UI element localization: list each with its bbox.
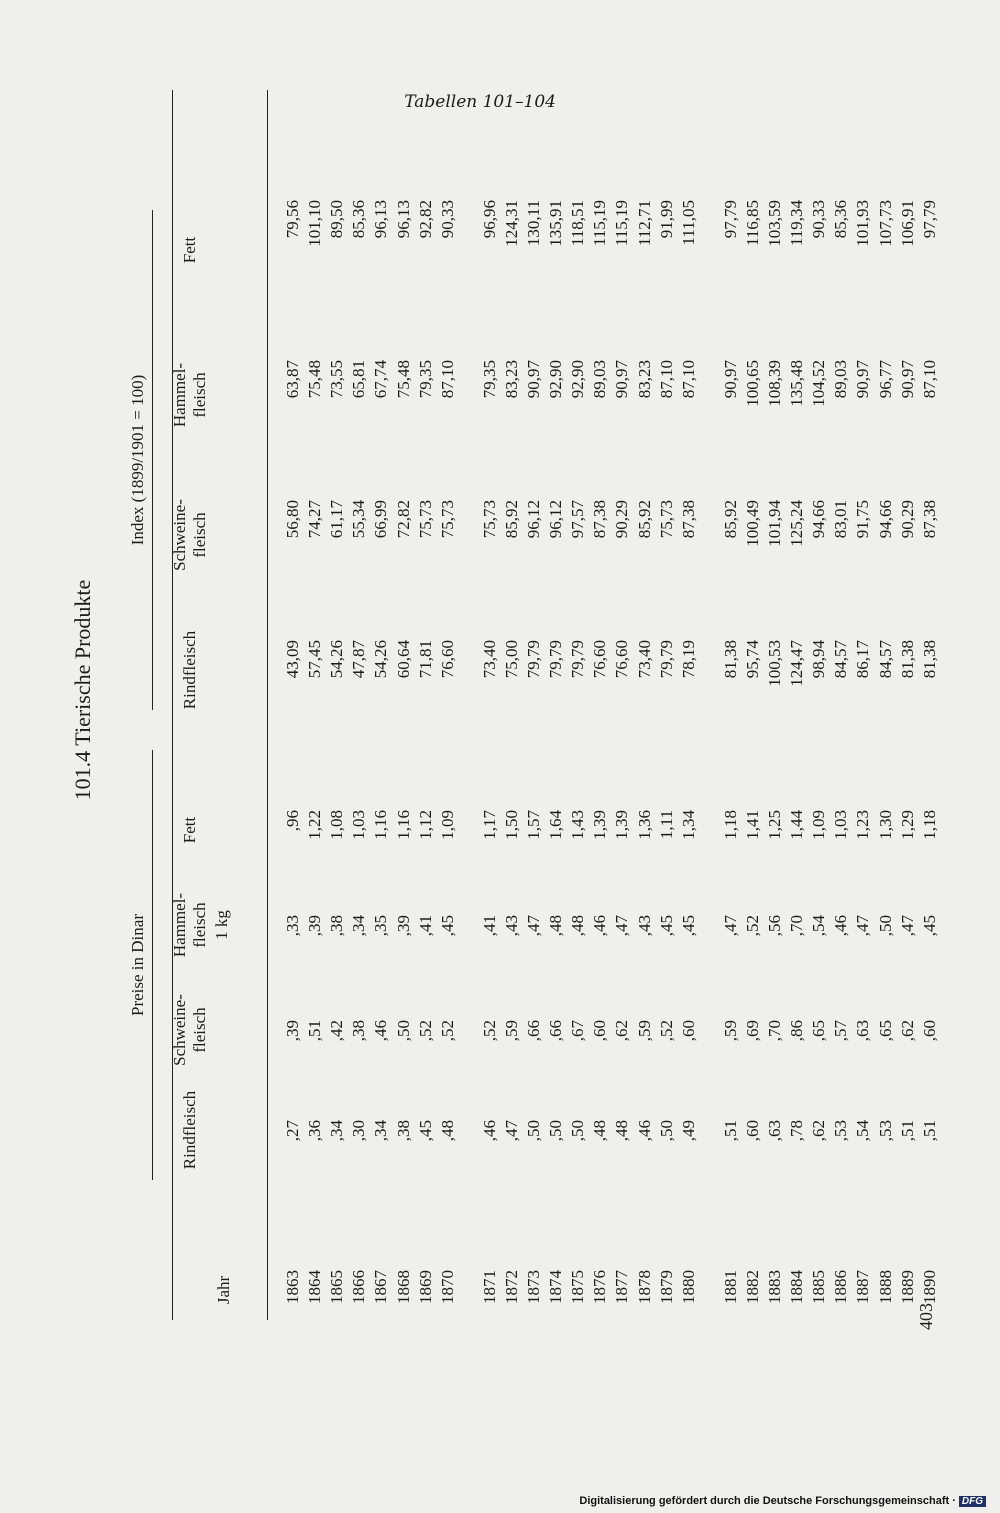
table-cell-jahr: 1888 — [875, 1270, 895, 1304]
table-cell-jahr: 1863 — [283, 1270, 302, 1304]
table-cell-rindfleisch: ,51 — [720, 1120, 740, 1142]
table-cell-hammelfleisch: ,47 — [524, 915, 543, 937]
table-cell-index-hammelfleisch: 104,52 — [809, 360, 829, 407]
table-cell-schweinefleisch: ,67 — [568, 1020, 588, 1042]
table-cell-hammelfleisch: ,39 — [305, 915, 325, 937]
table-cell-index-fett: 85,36 — [831, 200, 851, 239]
table-cell-fett: 1,08 — [327, 810, 347, 840]
table-cell-index-rindfleisch: 95,74 — [742, 640, 762, 679]
table-cell-index-schweinefleisch: 91,75 — [853, 500, 873, 539]
header-rule — [267, 90, 268, 1320]
table-cell-rindfleisch: ,48 — [590, 1120, 610, 1142]
table-cell-index-hammelfleisch: 83,23 — [634, 360, 654, 399]
table-cell-fett: 1,03 — [831, 810, 851, 840]
table-cell-index-schweinefleisch: 83,01 — [831, 500, 851, 539]
table-cell-hammelfleisch: ,45 — [437, 915, 457, 937]
table-cell-fett: 1,44 — [787, 810, 807, 840]
table-cell-index-hammelfleisch: 100,65 — [742, 360, 762, 407]
table-cell-schweinefleisch: ,69 — [742, 1020, 762, 1042]
table-cell-index-schweinefleisch: 85,92 — [720, 500, 740, 539]
table-cell-index-schweinefleisch: 75,73 — [479, 500, 499, 539]
table-cell-fett: 1,25 — [765, 810, 784, 840]
table-cell-schweinefleisch: ,52 — [437, 1020, 457, 1042]
table-cell-index-hammelfleisch: 65,81 — [349, 360, 369, 399]
table-cell-fett: 1,18 — [919, 810, 939, 840]
table-cell-hammelfleisch: ,33 — [283, 915, 302, 937]
table-cell-rindfleisch: ,48 — [612, 1120, 632, 1142]
rotated-table-block — [70, 50, 950, 1330]
table-cell-schweinefleisch: ,38 — [349, 1020, 369, 1042]
table-cell-index-hammelfleisch: 87,10 — [919, 360, 939, 399]
table-cell-jahr: 1882 — [742, 1270, 762, 1304]
table-cell-index-fett: 107,73 — [875, 200, 895, 247]
table-cell-index-rindfleisch: 60,64 — [393, 640, 413, 679]
table-cell-hammelfleisch: ,47 — [720, 915, 740, 937]
table-cell-hammelfleisch: ,46 — [831, 915, 851, 937]
table-cell-schweinefleisch: ,59 — [501, 1020, 521, 1042]
table-cell-fett: 1,64 — [546, 810, 566, 840]
table-cell-fett: 1,34 — [678, 810, 698, 840]
table-cell-index-hammelfleisch: 79,35 — [479, 360, 499, 399]
table-cell-index-fett: 124,31 — [501, 200, 521, 247]
table-title: 101.4 Tierische Produkte — [70, 579, 95, 801]
table-cell-rindfleisch: ,50 — [656, 1120, 676, 1142]
table-cell-index-fett: 97,79 — [919, 200, 939, 239]
table-cell-schweinefleisch: ,63 — [853, 1020, 873, 1042]
table-cell-index-schweinefleisch: 100,49 — [742, 500, 762, 547]
table-cell-fett: 1,29 — [897, 810, 917, 840]
table-cell-jahr: 1871 — [479, 1270, 499, 1304]
table-cell-jahr: 1879 — [656, 1270, 676, 1304]
table-cell-index-hammelfleisch: 63,87 — [283, 360, 302, 399]
table-cell-index-schweinefleisch: 85,92 — [501, 500, 521, 539]
table-cell-index-fett: 97,79 — [720, 200, 740, 239]
table-cell-fett: 1,11 — [656, 810, 676, 840]
dfg-logo: DFG — [959, 1496, 986, 1507]
table-cell-index-fett: 112,71 — [634, 200, 654, 247]
table-cell-index-hammelfleisch: 92,90 — [568, 360, 588, 399]
table-cell-index-hammelfleisch: 87,10 — [656, 360, 676, 399]
table-cell-jahr: 1878 — [634, 1270, 654, 1304]
table-cell-index-fett: 85,36 — [349, 200, 369, 239]
table-cell-jahr: 1877 — [612, 1270, 632, 1304]
table-cell-index-hammelfleisch: 96,77 — [875, 360, 895, 399]
table-cell-jahr: 1870 — [437, 1270, 457, 1304]
table-cell-rindfleisch: ,47 — [501, 1120, 521, 1142]
table-cell-index-rindfleisch: 81,38 — [897, 640, 917, 679]
table-cell-index-hammelfleisch: 135,48 — [787, 360, 807, 407]
table-cell-hammelfleisch: ,47 — [853, 915, 873, 937]
table-cell-rindfleisch: ,50 — [568, 1120, 588, 1142]
table-cell-jahr: 1868 — [393, 1270, 413, 1304]
table-cell-index-fett: 90,33 — [437, 200, 457, 239]
table-cell-index-schweinefleisch: 85,92 — [634, 500, 654, 539]
table-cell-schweinefleisch: ,65 — [809, 1020, 829, 1042]
table-cell-jahr: 1874 — [546, 1270, 566, 1304]
table-cell-index-rindfleisch: 75,00 — [501, 640, 521, 679]
table-cell-index-hammelfleisch: 73,55 — [327, 360, 347, 399]
table-cell-schweinefleisch: ,60 — [919, 1020, 939, 1042]
table-cell-index-fett: 96,13 — [393, 200, 413, 239]
table-cell-index-fett: 135,91 — [546, 200, 566, 247]
table-cell-index-schweinefleisch: 90,29 — [612, 500, 632, 539]
table-cell-jahr: 1872 — [501, 1270, 521, 1304]
table-cell-index-hammelfleisch: 90,97 — [612, 360, 632, 399]
table-cell-fett: 1,16 — [393, 810, 413, 840]
table-cell-index-fett: 96,96 — [479, 200, 499, 239]
table-cell-jahr: 1883 — [765, 1270, 784, 1304]
column-header-rindfleisch: Rindfleisch — [180, 1090, 199, 1170]
table-cell-jahr: 1875 — [568, 1270, 588, 1304]
column-header-hammel-2: fleisch — [190, 902, 209, 948]
table-cell-fett: 1,22 — [305, 810, 325, 840]
table-cell-jahr: 1864 — [305, 1270, 325, 1304]
table-cell-hammelfleisch: ,70 — [787, 915, 807, 937]
table-cell-hammelfleisch: ,47 — [612, 915, 632, 937]
table-cell-jahr: 1876 — [590, 1270, 610, 1304]
table-cell-index-fett: 103,59 — [765, 200, 784, 247]
table-cell-index-fett: 92,82 — [415, 200, 435, 239]
table-cell-hammelfleisch: ,56 — [765, 915, 784, 937]
table-cell-rindfleisch: ,49 — [678, 1120, 698, 1142]
table-cell-rindfleisch: ,63 — [765, 1120, 784, 1142]
table-cell-rindfleisch: ,50 — [546, 1120, 566, 1142]
table-cell-fett: 1,43 — [568, 810, 588, 840]
table-cell-hammelfleisch: ,45 — [656, 915, 676, 937]
table-cell-index-fett: 96,13 — [371, 200, 391, 239]
table-cell-index-schweinefleisch: 94,66 — [809, 500, 829, 539]
table-cell-index-rindfleisch: 78,19 — [678, 640, 698, 679]
table-cell-index-rindfleisch: 84,57 — [875, 640, 895, 679]
table-cell-index-fett: 101,93 — [853, 200, 873, 247]
page-number: 403 — [916, 1303, 936, 1330]
table-cell-jahr: 1867 — [371, 1270, 391, 1304]
table-cell-hammelfleisch: ,39 — [393, 915, 413, 937]
table-cell-jahr: 1889 — [897, 1270, 917, 1304]
table-cell-index-fett: 119,34 — [787, 200, 807, 247]
column-header-index-schwein-2: fleisch — [190, 512, 209, 558]
table-cell-schweinefleisch: ,39 — [283, 1020, 302, 1042]
table-cell-index-rindfleisch: 100,53 — [765, 640, 784, 687]
table-cell-index-rindfleisch: 54,26 — [327, 640, 347, 679]
table-cell-rindfleisch: ,54 — [853, 1120, 873, 1142]
table-cell-index-rindfleisch: 76,60 — [590, 640, 610, 679]
table-cell-hammelfleisch: ,45 — [919, 915, 939, 937]
table-cell-index-hammelfleisch: 90,97 — [853, 360, 873, 399]
table-cell-fett: 1,03 — [349, 810, 369, 840]
column-header-jahr: Jahr — [214, 1275, 233, 1305]
table-cell-index-schweinefleisch: 87,38 — [590, 500, 610, 539]
table-cell-hammelfleisch: ,35 — [371, 915, 391, 937]
table-cell-schweinefleisch: ,62 — [897, 1020, 917, 1042]
column-header-index-hammel-1: Hammel- — [170, 362, 189, 428]
table-cell-schweinefleisch: ,50 — [393, 1020, 413, 1042]
table-cell-hammelfleisch: ,47 — [897, 915, 917, 937]
table-cell-hammelfleisch: ,41 — [415, 915, 435, 937]
running-header: Tabellen 101–104 — [404, 92, 556, 112]
table-cell-fett: 1,23 — [853, 810, 873, 840]
table-cell-hammelfleisch: ,50 — [875, 915, 895, 937]
table-cell-index-rindfleisch: 79,79 — [656, 640, 676, 679]
table-cell-index-fett: 91,99 — [656, 200, 676, 239]
table-cell-index-schweinefleisch: 75,73 — [437, 500, 457, 539]
table-cell-jahr: 1873 — [524, 1270, 543, 1304]
table-cell-index-hammelfleisch: 92,90 — [546, 360, 566, 399]
table-cell-index-schweinefleisch: 97,57 — [568, 500, 588, 539]
table-cell-index-rindfleisch: 84,57 — [831, 640, 851, 679]
table-cell-index-schweinefleisch: 75,73 — [656, 500, 676, 539]
table-cell-index-schweinefleisch: 72,82 — [393, 500, 413, 539]
table-cell-hammelfleisch: ,38 — [327, 915, 347, 937]
table-cell-rindfleisch: ,53 — [875, 1120, 895, 1142]
table-cell-jahr: 1890 — [919, 1270, 939, 1304]
column-header-index-hammel-2: fleisch — [190, 372, 209, 418]
table-cell-index-hammelfleisch: 90,97 — [720, 360, 740, 399]
table-cell-jahr: 1886 — [831, 1270, 851, 1304]
table-cell-hammelfleisch: ,43 — [634, 915, 654, 937]
table-cell-index-schweinefleisch: 55,34 — [349, 500, 369, 539]
table-cell-index-rindfleisch: 47,87 — [349, 640, 369, 679]
table-cell-schweinefleisch: ,70 — [765, 1020, 784, 1042]
column-header-hammel-1: Hammel- — [170, 892, 189, 958]
table-cell-schweinefleisch: ,51 — [305, 1020, 325, 1042]
table-cell-index-fett: 79,56 — [283, 200, 302, 239]
column-header-fett: Fett — [180, 816, 199, 844]
table-cell-schweinefleisch: ,46 — [371, 1020, 391, 1042]
column-header-schwein-1: Schweine- — [170, 994, 189, 1066]
table-cell-index-fett: 130,11 — [524, 200, 543, 247]
table-cell-schweinefleisch: ,52 — [656, 1020, 676, 1042]
table-cell-index-rindfleisch: 124,47 — [787, 640, 807, 687]
table-cell-schweinefleisch: ,59 — [720, 1020, 740, 1042]
table-cell-hammelfleisch: ,34 — [349, 915, 369, 937]
table-cell-schweinefleisch: ,65 — [875, 1020, 895, 1042]
table-cell-hammelfleisch: ,48 — [546, 915, 566, 937]
table-cell-fett: 1,39 — [612, 810, 632, 840]
dfg-footer — [579, 1495, 986, 1507]
table-cell-index-rindfleisch: 71,81 — [415, 640, 435, 679]
table-cell-index-rindfleisch: 79,79 — [524, 640, 543, 679]
table-cell-index-rindfleisch: 54,26 — [371, 640, 391, 679]
table-cell-index-schweinefleisch: 101,94 — [765, 500, 784, 547]
table-cell-index-schweinefleisch: 96,12 — [524, 500, 543, 539]
table-cell-rindfleisch: ,36 — [305, 1120, 325, 1142]
table-cell-index-fett: 89,50 — [327, 200, 347, 239]
table-cell-hammelfleisch: ,48 — [568, 915, 588, 937]
table-cell-index-rindfleisch: 81,38 — [720, 640, 740, 679]
table-cell-jahr: 1880 — [678, 1270, 698, 1304]
table-cell-fett: 1,50 — [501, 810, 521, 840]
table-cell-index-hammelfleisch: 75,48 — [393, 360, 413, 399]
group-header-preise: Preise in Dinar — [128, 914, 147, 1016]
table-cell-rindfleisch: ,46 — [479, 1120, 499, 1142]
preise-rule — [152, 750, 153, 1180]
index-rule — [152, 210, 153, 710]
table-cell-index-fett: 106,91 — [897, 200, 917, 247]
table-cell-index-hammelfleisch: 89,03 — [590, 360, 610, 399]
table-cell-schweinefleisch: ,52 — [479, 1020, 499, 1042]
table-cell-fett: 1,12 — [415, 810, 435, 840]
table-cell-hammelfleisch: ,43 — [501, 915, 521, 937]
table-cell-index-hammelfleisch: 83,23 — [501, 360, 521, 399]
table-cell-index-schweinefleisch: 66,99 — [371, 500, 391, 539]
table-cell-jahr: 1881 — [720, 1270, 740, 1304]
table-cell-index-rindfleisch: 73,40 — [479, 640, 499, 679]
table-cell-jahr: 1866 — [349, 1270, 369, 1304]
table-cell-fett: 1,36 — [634, 810, 654, 840]
table-cell-index-schweinefleisch: 125,24 — [787, 500, 807, 547]
table-cell-rindfleisch: ,51 — [919, 1120, 939, 1142]
footer-text: Digitalisierung gefördert durch die Deutsche Forschungsgemeinschaft · — [579, 1495, 956, 1507]
table-cell-index-schweinefleisch: 74,27 — [305, 500, 325, 539]
table-cell-index-hammelfleisch: 90,97 — [524, 360, 543, 399]
table-cell-schweinefleisch: ,86 — [787, 1020, 807, 1042]
table-cell-fett: 1,17 — [479, 810, 499, 840]
table-cell-rindfleisch: ,60 — [742, 1120, 762, 1142]
table-cell-index-hammelfleisch: 89,03 — [831, 360, 851, 399]
table-cell-index-fett: 116,85 — [742, 200, 762, 247]
table-cell-jahr: 1887 — [853, 1270, 873, 1304]
column-header-index-fett: Fett — [180, 236, 199, 264]
table-cell-index-rindfleisch: 98,94 — [809, 640, 829, 679]
table-cell-schweinefleisch: ,57 — [831, 1020, 851, 1042]
table-cell-index-schweinefleisch: 56,80 — [283, 500, 302, 539]
table-cell-index-rindfleisch: 73,40 — [634, 640, 654, 679]
table-cell-rindfleisch: ,51 — [897, 1120, 917, 1142]
table-cell-rindfleisch: ,34 — [371, 1120, 391, 1142]
table-cell-index-rindfleisch: 57,45 — [305, 640, 325, 679]
table-cell-jahr: 1865 — [327, 1270, 347, 1304]
table-cell-fett: 1,57 — [524, 810, 543, 840]
column-header-index-schwein-1: Schweine- — [170, 499, 189, 571]
table-cell-schweinefleisch: ,60 — [590, 1020, 610, 1042]
table-cell-hammelfleisch: ,52 — [742, 915, 762, 937]
table-cell-fett: 1,30 — [875, 810, 895, 840]
table-cell-index-rindfleisch: 76,60 — [612, 640, 632, 679]
table-cell-index-fett: 115,19 — [590, 200, 610, 247]
table-cell-rindfleisch: ,50 — [524, 1120, 543, 1142]
group-header-index: Index (1899/1901 = 100) — [128, 374, 147, 546]
table-cell-fett: ,96 — [283, 810, 302, 832]
table-cell-fett: 1,18 — [720, 810, 740, 840]
table-cell-index-hammelfleisch: 75,48 — [305, 360, 325, 399]
table-cell-index-schweinefleisch: 87,38 — [678, 500, 698, 539]
table-cell-index-rindfleisch: 81,38 — [919, 640, 939, 679]
table-cell-hammelfleisch: ,46 — [590, 915, 610, 937]
table-cell-index-fett: 118,51 — [568, 200, 588, 247]
table-cell-index-hammelfleisch: 90,97 — [897, 360, 917, 399]
table-cell-index-hammelfleisch: 87,10 — [437, 360, 457, 399]
table-cell-index-hammelfleisch: 67,74 — [371, 360, 391, 399]
table-cell-schweinefleisch: ,52 — [415, 1020, 435, 1042]
table-cell-schweinefleisch: ,42 — [327, 1020, 347, 1042]
table-cell-fett: 1,39 — [590, 810, 610, 840]
table-cell-index-fett: 115,19 — [612, 200, 632, 247]
table-cell-index-schweinefleisch: 94,66 — [875, 500, 895, 539]
table-cell-rindfleisch: ,46 — [634, 1120, 654, 1142]
table-cell-schweinefleisch: ,62 — [612, 1020, 632, 1042]
table-cell-rindfleisch: ,48 — [437, 1120, 457, 1142]
table-cell-index-schweinefleisch: 75,73 — [415, 500, 435, 539]
table-cell-fett: 1,41 — [742, 810, 762, 840]
table-cell-schweinefleisch: ,59 — [634, 1020, 654, 1042]
table-cell-rindfleisch: ,27 — [283, 1120, 302, 1142]
unit-label: 1 kg — [212, 910, 231, 940]
table-cell-rindfleisch: ,45 — [415, 1120, 435, 1142]
table-cell-index-rindfleisch: 86,17 — [853, 640, 873, 679]
table-cell-jahr: 1869 — [415, 1270, 435, 1304]
table-cell-hammelfleisch: ,45 — [678, 915, 698, 937]
table-cell-index-rindfleisch: 76,60 — [437, 640, 457, 679]
table-cell-index-fett: 111,05 — [678, 200, 698, 246]
table-cell-rindfleisch: ,78 — [787, 1120, 807, 1142]
table-cell-index-hammelfleisch: 79,35 — [415, 360, 435, 399]
table-cell-fett: 1,16 — [371, 810, 391, 840]
table-cell-schweinefleisch: ,66 — [546, 1020, 566, 1042]
table-cell-schweinefleisch: ,60 — [678, 1020, 698, 1042]
table-cell-rindfleisch: ,30 — [349, 1120, 369, 1142]
table-cell-index-hammelfleisch: 87,10 — [678, 360, 698, 399]
table-cell-fett: 1,09 — [809, 810, 829, 840]
table-cell-index-schweinefleisch: 96,12 — [546, 500, 566, 539]
table-cell-index-rindfleisch: 43,09 — [283, 640, 302, 679]
table-cell-jahr: 1885 — [809, 1270, 829, 1304]
table-cell-index-rindfleisch: 79,79 — [568, 640, 588, 679]
table-cell-index-hammelfleisch: 108,39 — [765, 360, 784, 407]
table-cell-jahr: 1884 — [787, 1270, 807, 1304]
table-cell-hammelfleisch: ,41 — [479, 915, 499, 937]
table-cell-index-rindfleisch: 79,79 — [546, 640, 566, 679]
table-cell-index-schweinefleisch: 90,29 — [897, 500, 917, 539]
table-cell-index-schweinefleisch: 61,17 — [327, 500, 347, 539]
top-rule — [172, 90, 173, 1320]
table-cell-rindfleisch: ,34 — [327, 1120, 347, 1142]
table-cell-rindfleisch: ,62 — [809, 1120, 829, 1142]
table-cell-rindfleisch: ,53 — [831, 1120, 851, 1142]
table-cell-hammelfleisch: ,54 — [809, 915, 829, 937]
table-cell-index-schweinefleisch: 87,38 — [919, 500, 939, 539]
table-cell-rindfleisch: ,38 — [393, 1120, 413, 1142]
table-cell-index-fett: 101,10 — [305, 200, 325, 247]
table-cell-schweinefleisch: ,66 — [524, 1020, 543, 1042]
column-header-schwein-2: fleisch — [190, 1007, 209, 1053]
table-cell-index-fett: 90,33 — [809, 200, 829, 239]
column-header-index-rindfleisch: Rindfleisch — [180, 630, 199, 710]
table-cell-fett: 1,09 — [437, 810, 457, 840]
